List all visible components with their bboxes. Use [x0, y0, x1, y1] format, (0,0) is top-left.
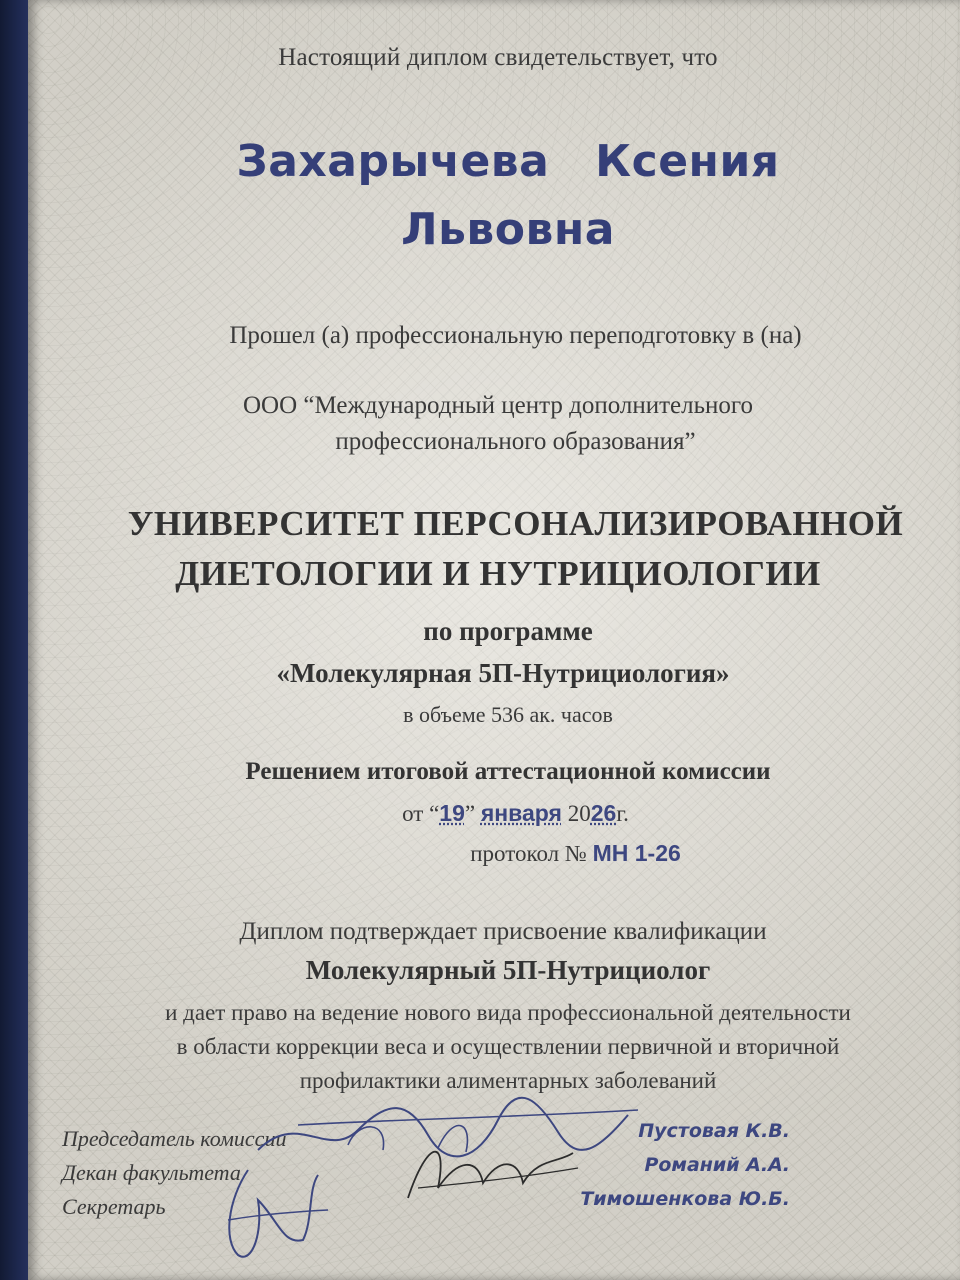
passed-text: Прошел (а) профессиональную переподготовку в (на) [229, 322, 802, 349]
signer-chairman-name: Пустовая К.В. [638, 1120, 790, 1142]
protocol-row [88, 840, 960, 867]
qualification-intro: Диплом подтверждает присвоение квалификации [239, 918, 767, 945]
role-secretary: Секретарь [62, 1194, 166, 1219]
decision-date [28, 800, 960, 827]
program-hours: в объеме 536 ак. часов [403, 702, 613, 727]
recipient-name-line1 [28, 136, 960, 187]
date-day: 19 [439, 800, 465, 826]
qualification-title: Молекулярный 5П-Нутрициолог [305, 955, 711, 985]
recipient-first-name: Ксения [595, 136, 780, 187]
rights-line1: и дает право на ведение нового вида профессиональной деятельности [165, 1000, 851, 1025]
program-name: «Молекулярная 5П-Нутрициология» [276, 658, 730, 688]
rights-line3: профилактики алиментарных заболеваний [299, 1068, 717, 1093]
date-year-prefix: 20 [567, 801, 591, 826]
date-open-quote: “ [429, 801, 440, 826]
date-close-quote: ” [464, 801, 476, 826]
date-year-suffix: 26 [590, 800, 617, 826]
intro-text: Настоящий диплом свидетельствует, что [278, 44, 718, 71]
role-dean: Декан факультета [62, 1160, 241, 1185]
rights-line2: в области коррекции веса и осуществлении первичной и вторичной [176, 1034, 840, 1059]
organization-line2: профессионального образования” [335, 428, 696, 455]
date-prefix: от [402, 801, 424, 826]
program-label: по программе [423, 616, 593, 646]
signer-secretary-name: Тимошенкова Ю.Б. [580, 1188, 790, 1210]
protocol-number: МН 1-26 [592, 840, 681, 866]
signer-dean-name: Романий А.А. [644, 1154, 790, 1176]
date-year-unit: г. [616, 801, 629, 826]
date-month: января [480, 800, 562, 826]
commission-decision: Решением итоговой аттестационной комиссии [245, 758, 771, 785]
recipient-surname: Захарычева [236, 136, 550, 187]
university-line2: ДИЕТОЛОГИИ И НУТРИЦИОЛОГИИ [175, 554, 821, 593]
university-line1: УНИВЕРСИТЕТ ПЕРСОНАЛИЗИРОВАННОЙ [127, 504, 904, 543]
signature-dean-scribble [388, 1128, 588, 1208]
signature-secretary-scribble [208, 1160, 338, 1270]
protocol-label: протокол № [470, 841, 587, 866]
role-chairman: Председатель комиссии [62, 1126, 287, 1151]
recipient-patronymic: Львовна [401, 204, 615, 255]
diploma-sheet [28, 0, 960, 1280]
organization-line1: ООО “Международный центр дополнительного [242, 392, 754, 419]
